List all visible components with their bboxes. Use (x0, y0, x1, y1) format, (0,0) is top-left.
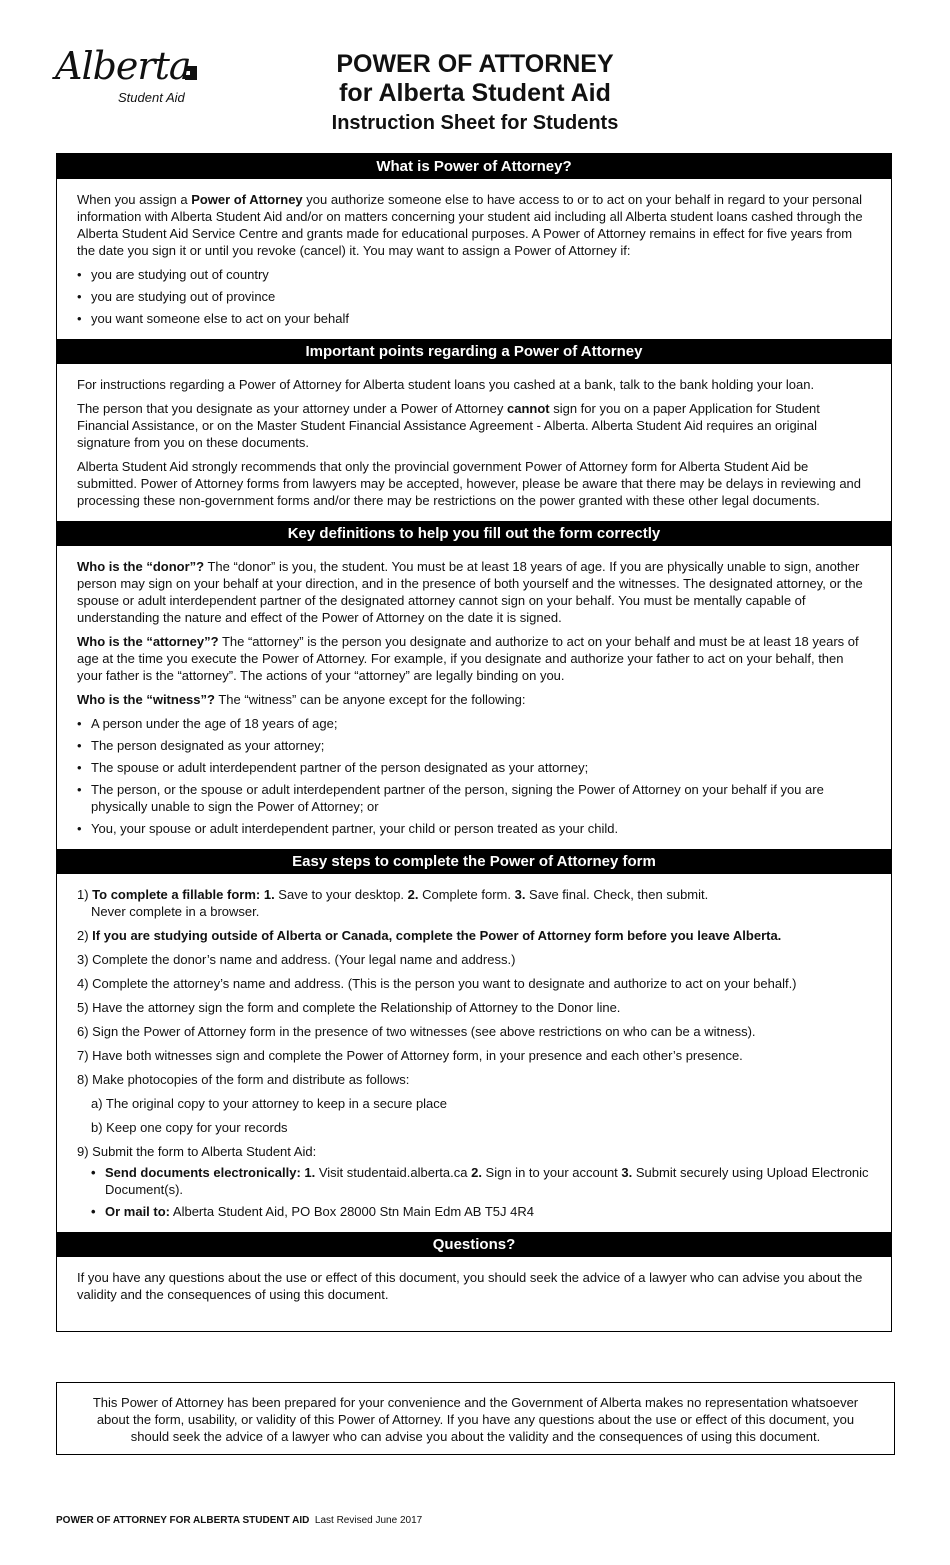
instructions-box (56, 153, 892, 1332)
logo-wordmark: Alberta (55, 44, 191, 88)
step-8: 8) Make photocopies of the form and distribute as follows: (77, 1072, 410, 1087)
submit-electronic: • Send documents electronically: 1. Visit studentaid.alberta.ca 2. Sign in to your account 3. Submit securely using Upload Electronic Document(s). (91, 1164, 871, 1198)
section-heading-steps: Easy steps to complete the Power of Attorney form (57, 849, 891, 874)
section-heading-what: What is Power of Attorney? (57, 154, 891, 179)
step-9: 9) Submit the form to Alberta Student Aid: (77, 1144, 317, 1159)
section-heading-important: Important points regarding a Power of Attorney (57, 339, 891, 364)
section-steps (57, 874, 891, 1232)
what-paragraph: When you assign a Power of Attorney you authorize someone else to have access to or to act on your behalf in regard to your personal information with Alberta Student Aid and/or on matters concerning your student aid including all Alberta student loans cashed through the Alberta Student Aid Service Centre and grants made for educational purposes. A Power of Attorney remains in effect for five years from the date you sign it or until you revoke (cancel) it. You may want to assign a Power of Attorney if: (77, 192, 863, 258)
important-paragraph-3: Alberta Student Aid strongly recommends that only the provincial government Power of Attorney form for Alberta Student Aid be submitted. Power of Attorney forms from lawyers may be accepted, however, please be aware that there may be delays in reviewing and processing these non-government forms and/or there may be restrictions on the power granted with these other legal documents. (77, 459, 862, 508)
footer (56, 1515, 422, 1526)
page-title-block (0, 50, 950, 136)
attorney-definition: Who is the “attorney”? The “attorney” is the person you designate and authorize to act on your behalf and must be at least 18 years of age at the time you execute the Power of Attorney. For example, if you designate and authorize your father to act on your behalf, then your father is the “attorney”. The actions of your “attorney” are legally binding on you. (77, 634, 859, 683)
witness-exclusion-list (77, 715, 871, 837)
list-item: • you are studying out of country (77, 266, 871, 283)
step-2: 2) If you are studying outside of Alberta or Canada, complete the Power of Attorney form before you leave Alberta. (77, 928, 782, 943)
section-important (57, 364, 891, 521)
section-questions (57, 1257, 891, 1315)
section-heading-definitions: Key definitions to help you fill out the form correctly (57, 521, 891, 546)
important-paragraph-2: The person that you designate as your attorney under a Power of Attorney cannot sign for you on a paper Application for Student Financial Assistance, or on the Master Student Financial Assistance Agreement - Alberta. Alberta Student Aid requires an original signature from you on these documents. (77, 401, 820, 450)
step-7: 7) Have both witnesses sign and complete the Power of Attorney form, in your presence and each other’s presence. (77, 1048, 743, 1063)
step-4: 4) Complete the attorney’s name and address. (This is the person you want to designate and authorize to act on your behalf.) (77, 976, 797, 991)
step-8a: a) The original copy to your attorney to keep in a secure place (91, 1096, 448, 1111)
list-item: • A person under the age of 18 years of age; (77, 715, 871, 732)
footer-revised: Last Revised June 2017 (314, 1515, 423, 1526)
submit-mail: • Or mail to: Alberta Student Aid, PO Box 28000 Stn Main Edm AB T5J 4R4 (91, 1203, 871, 1220)
witness-definition: Who is the “witness”? The “witness” can be anyone except for the following: (77, 692, 526, 707)
footer-title: POWER OF ATTORNEY FOR ALBERTA STUDENT AID (56, 1515, 310, 1526)
list-item: • you are studying out of province (77, 288, 871, 305)
page-title: POWER OF ATTORNEY (336, 50, 614, 78)
what-bullet-list (77, 266, 871, 327)
step-8b: b) Keep one copy for your records (91, 1120, 288, 1135)
important-paragraph-1: For instructions regarding a Power of Attorney for Alberta student loans you cashed at a bank, talk to the bank holding your loan. (77, 377, 815, 392)
section-definitions (57, 546, 891, 849)
step-5: 5) Have the attorney sign the form and complete the Relationship of Attorney to the Donor line. (77, 1000, 621, 1015)
step-3: 3) Complete the donor’s name and address. (Your legal name and address.) (77, 952, 516, 967)
page-subtitle: Instruction Sheet for Students (331, 112, 619, 134)
questions-text: If you have any questions about the use or effect of this document, you should seek the advice of a lawyer who can advise you about the validity and the consequences of using this document. (77, 1270, 863, 1302)
step-1: 1) To complete a fillable form: 1. Save to your desktop. 2. Complete form. 3. Save final. Check, then submit. Never complete in a browser. (77, 887, 709, 919)
disclaimer-box: This Power of Attorney has been prepared for your convenience and the Government of Alberta makes no representation whatsoever about the form, usability, or validity of this Power of Attorney. If you have any questions about the use or effect of this document, you should seek the advice of a lawyer who can advise you about the validity and the consequences of using this document. (56, 1382, 895, 1455)
submit-options-list (77, 1164, 871, 1220)
section-heading-questions: Questions? (57, 1232, 891, 1257)
list-item: • You, your spouse or adult interdependent partner, your child or person treated as your child. (77, 820, 871, 837)
list-item: • The person, or the spouse or adult interdependent partner of the person, signing the Power of Attorney on your behalf if you are physically unable to sign the Power of Attorney; or (77, 781, 871, 815)
list-item: • The person designated as your attorney; (77, 737, 871, 754)
donor-definition: Who is the “donor”? The “donor” is you, the student. You must be at least 18 years of age. If you are physically unable to sign, another person may sign on your behalf at your direction, and in the presence of both yourself and the witnesses. The designated attorney, or the spouse or adult interdependent partner of the designated attorney cannot sign on your behalf. You must be mentally capable of understanding the nature and effect of the Power of Attorney on the date it is signed. (77, 559, 863, 625)
list-item: • The spouse or adult interdependent partner of the person designated as your attorney; (77, 759, 871, 776)
logo-subtitle: Student Aid (118, 90, 185, 105)
step-6: 6) Sign the Power of Attorney form in the presence of two witnesses (see above restrictions on who can be a witness). (77, 1024, 756, 1039)
section-what (57, 179, 891, 339)
list-item: • you want someone else to act on your behalf (77, 310, 871, 327)
page-title-line2: for Alberta Student Aid (339, 79, 611, 107)
